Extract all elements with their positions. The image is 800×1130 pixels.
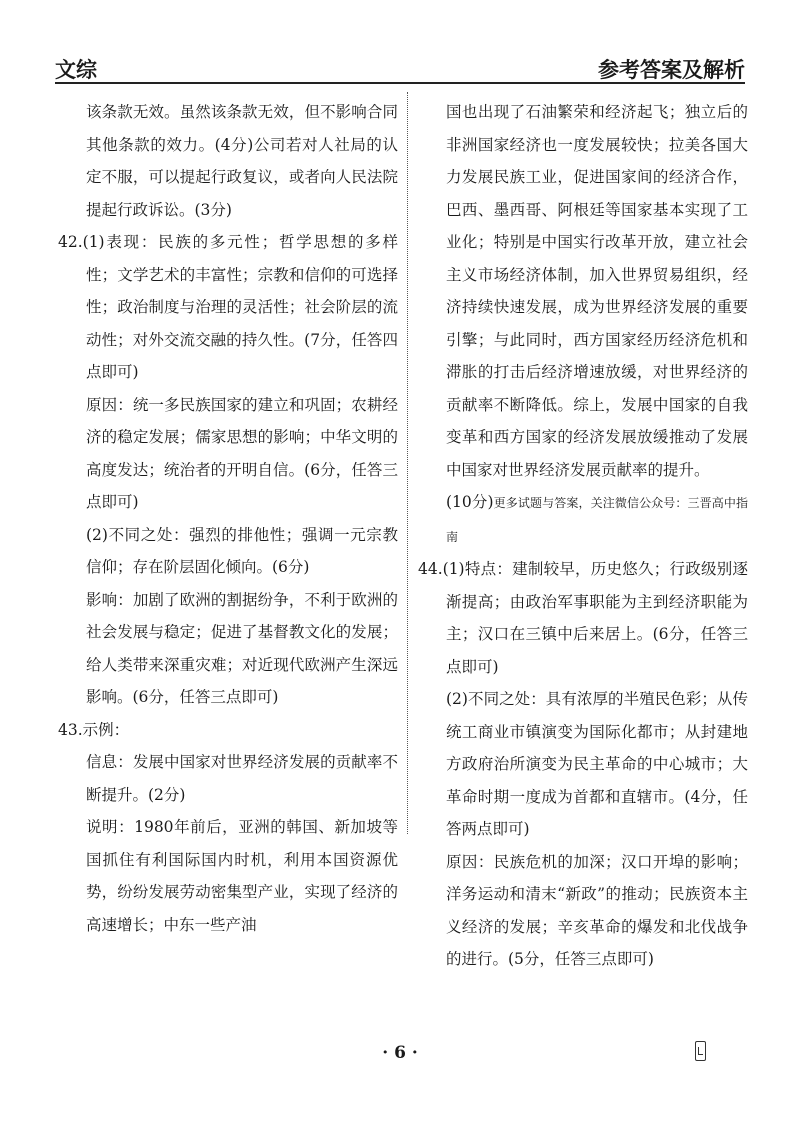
page-number: · 6 ·: [382, 1043, 418, 1063]
left-column: [58, 96, 398, 941]
answer-44-part2-reasons: 原因：民族危机的加深；汉口开埠的影响；洋务运动和清末“新政”的推动；民族资本主义经济的发展；辛亥革命的爆发和北伐战争的进行。(5分，任答三点即可): [446, 852, 748, 968]
answer-43-explanation-continued: [418, 96, 748, 486]
answer-44-part2-differences: (2)不同之处：具有浓厚的半殖民色彩；从传统工商业市镇演变为国际化都市；从封建地方政府治所演变为民主革命的中心城市；大革命时期一度成为首都和直辖市。(4分，任答两点即可): [446, 690, 748, 838]
answer-43-heading: 43.示例：: [58, 720, 130, 739]
column-divider: [407, 92, 408, 834]
answer-42-part1-reasons: 原因：统一多民族国家的建立和巩固；农耕经济的稳定发展；儒家思想的影响；中华文明的高度发达；统治者的开明自信。(6分，任答三点即可): [86, 395, 398, 511]
answer-42-part2-impact: 影响：加剧了欧洲的割据纷争，不利于欧洲的社会发展与稳定；促进了基督教文化的发展；给人类带来深重灾难；对近现代欧洲产生深远影响。(6分，任答三点即可): [86, 590, 398, 706]
answer-43-score-line: [418, 486, 748, 553]
answer-42-part2-differences: (2)不同之处：强烈的排他性；强调一元宗教信仰；存在阶层固化倾向。(6分): [86, 525, 398, 576]
header-title: 参考答案及解析: [598, 57, 745, 82]
subject-label: 文综: [55, 57, 97, 82]
corner-mark-icon: [695, 1041, 706, 1061]
answer-42-part1-performance: 42.(1)表现：民族的多元性；哲学思想的多样性；文学艺术的丰富性；宗教和信仰的可选择性；政治制度与治理的灵活性；社会阶层的流动性；对外交流交融的持久性。(7分，任答四点即可): [58, 233, 398, 381]
answer-44-part1-features: 44.(1)特点：建制较早，历史悠久；行政级别逐渐提高；由政治军事职能为主到经济职能为主；汉口在三镇中后来居上。(6分，任答三点即可): [418, 560, 748, 676]
answer-43-explanation: 说明：1980年前后，亚洲的韩国、新加坡等国抓住有利国际国内时机，利用本国资源优势，纷纷发展劳动密集型产业，实现了经济的高速增长；中东一些产油: [86, 818, 398, 934]
answer-43-info: 信息：发展中国家对世界经济发展的贡献率不断提升。(2分): [86, 753, 398, 804]
answer-43-text: 国也出现了石油繁荣和经济起飞；独立后的非洲国家经济也一度发展较快；拉美各国大力发展民族工业，促进国家间的经济合作，巴西、墨西哥、阿根廷等国家基本实现了工业化；特别是中国实行改革开放，建立社会主义市场经济体制，加入世界贸易组织，经济持续快速发展，成为世界经济发展的重要引擎；与此同时，西方国家经历经济危机和滞胀的打击后经济增速放缓，对世界经济的贡献率不断降低。综上，发展中国家的自我变革和西方国家的经济发展放缓推动了发展中国家对世界经济发展贡献率的提升。: [446, 103, 748, 479]
wechat-note: 更多试题与答案，关注微信公众号：三晋高中指南: [446, 496, 748, 544]
answer-41-continued: 该条款无效。虽然该条款无效，但不影响合同其他条款的效力。(4分)公司若对人社局的认定不服，可以提起行政复议，或者向人民法院提起行政诉讼。(3分): [86, 103, 398, 219]
right-column: [418, 96, 748, 976]
answer-43-score: (10分): [446, 493, 494, 511]
page-header: [55, 50, 745, 84]
